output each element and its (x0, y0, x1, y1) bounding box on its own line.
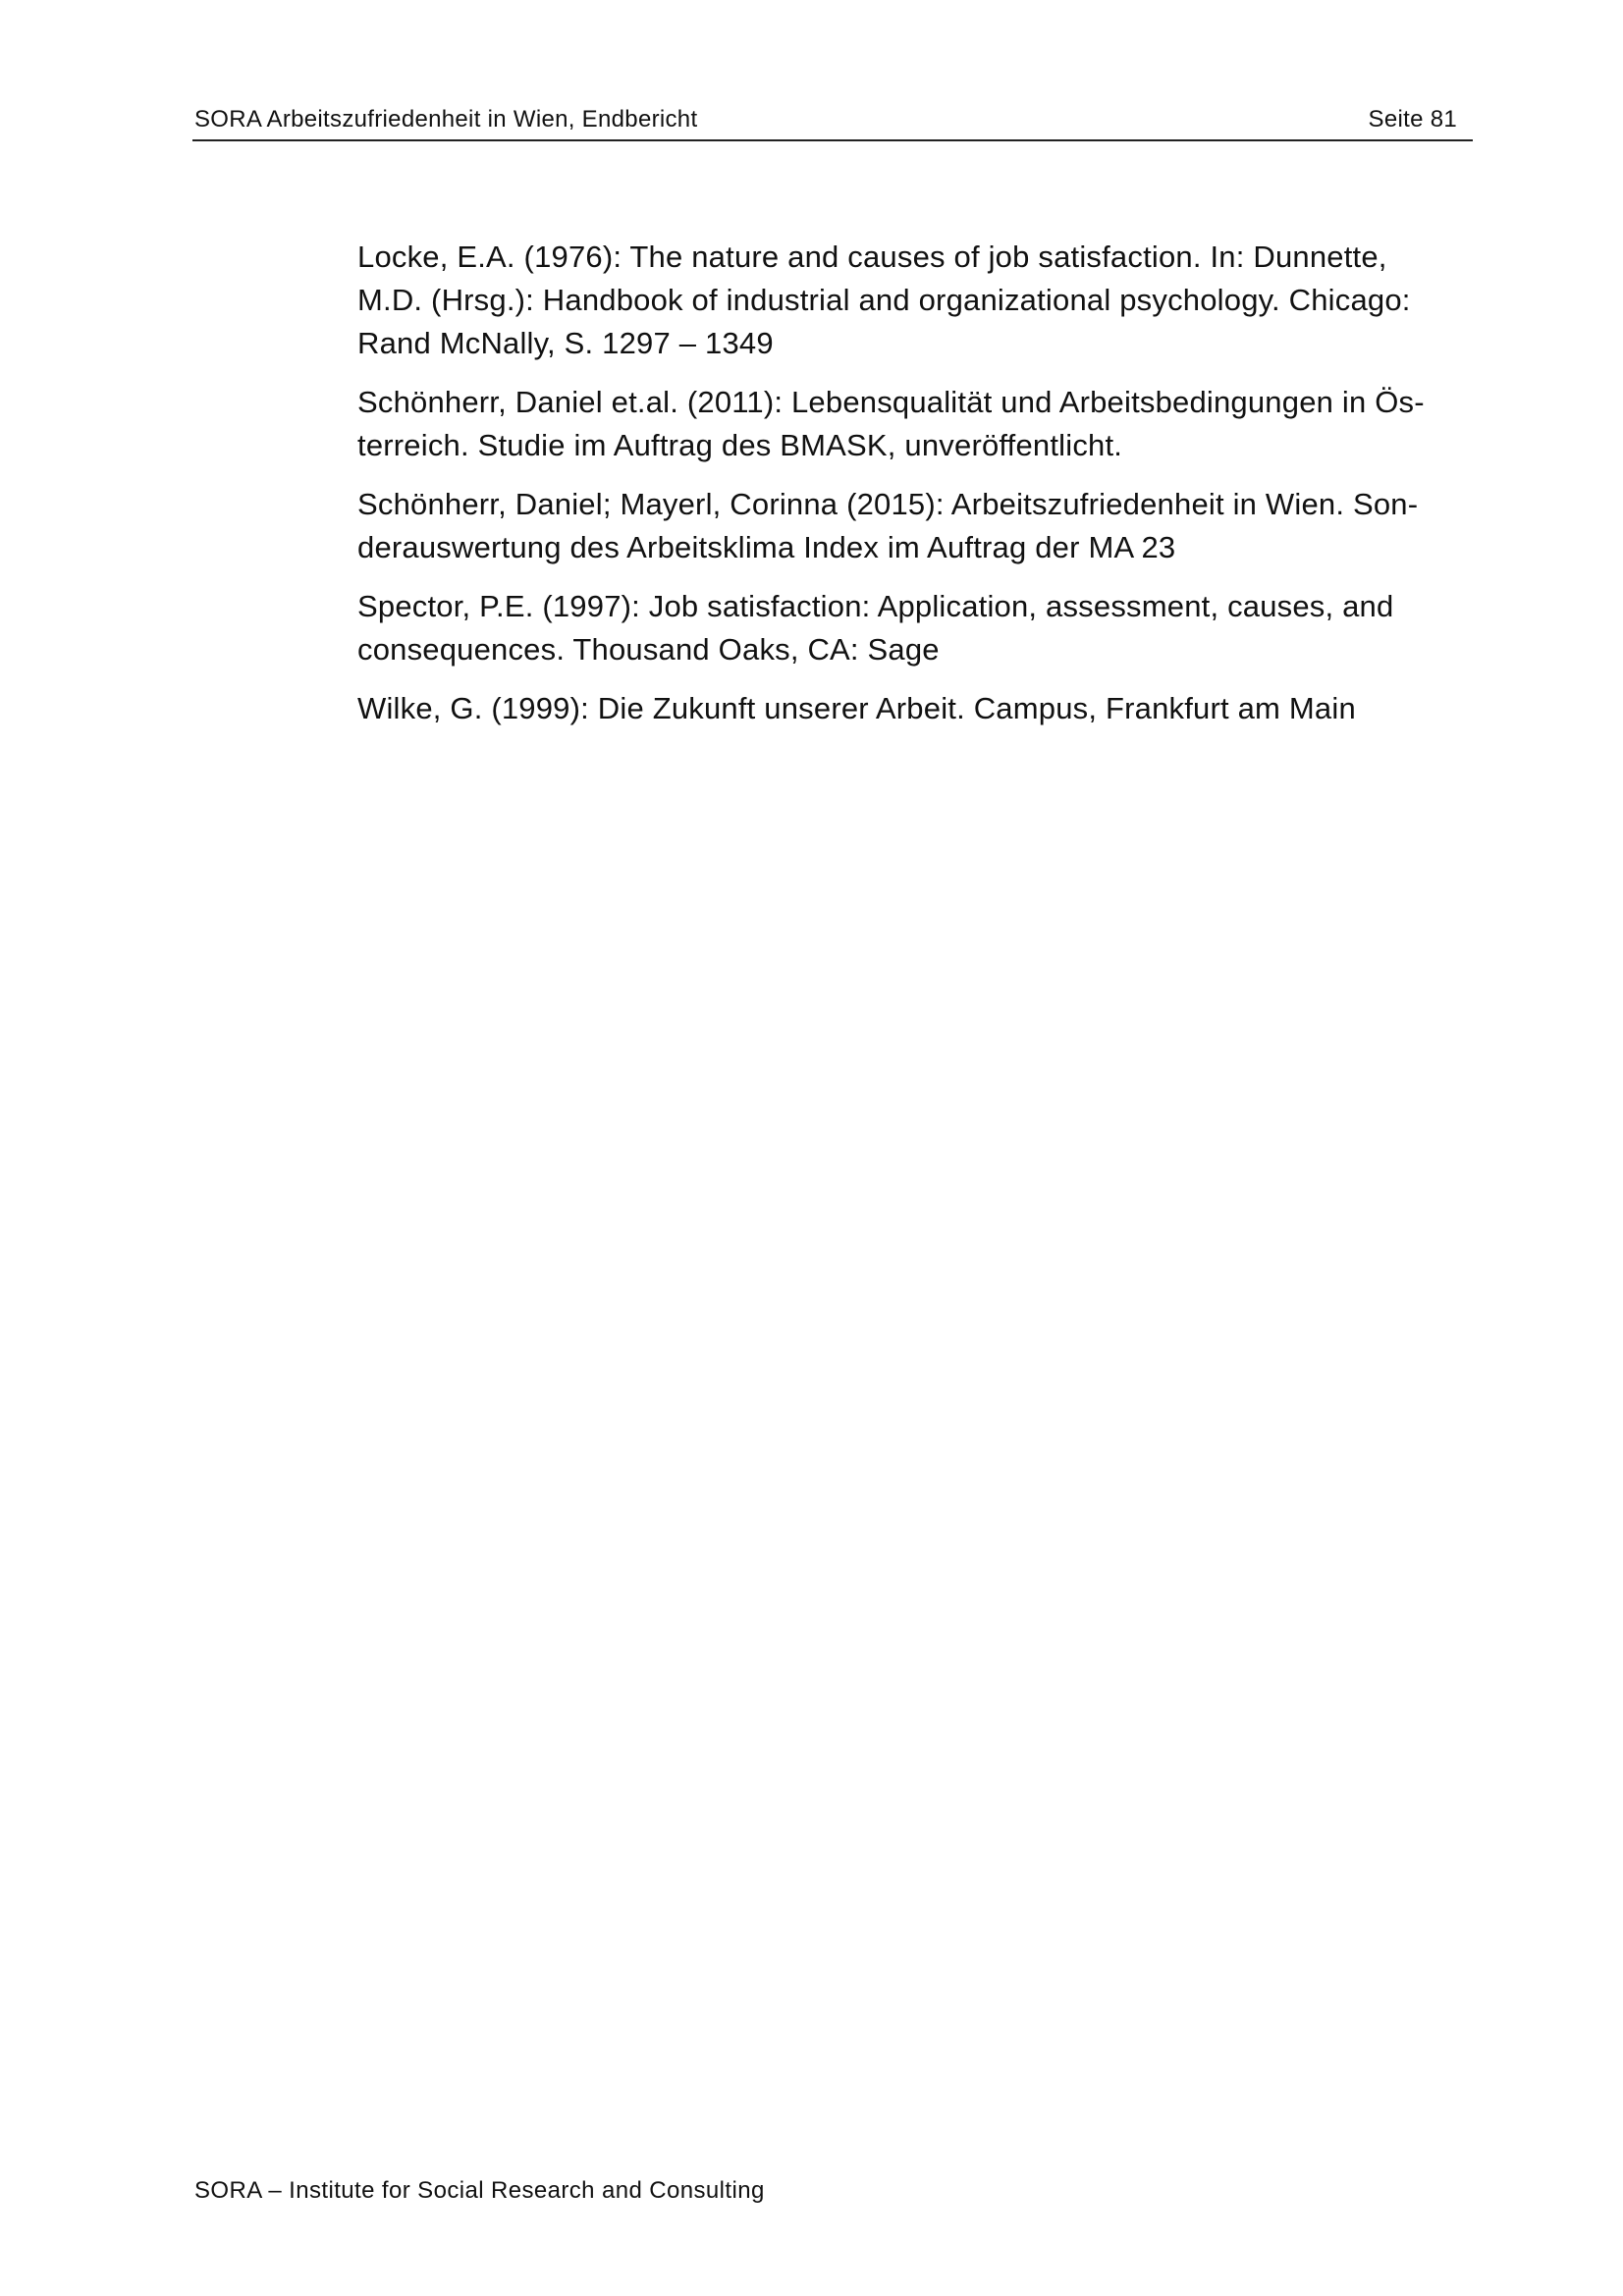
page-footer: SORA – Institute for Social Research and Consulting (194, 2177, 765, 2204)
reference-line: Wilke, G. (1999): Die Zukunft unserer Arbeit. Campus, Frankfurt am Main (357, 691, 1356, 725)
page-header (192, 102, 1473, 141)
reference-line: consequences. Thousand Oaks, CA: Sage (357, 632, 940, 667)
reference-list (357, 236, 1477, 746)
reference-line: Rand McNally, S. 1297 – 1349 (357, 326, 774, 360)
reference-entry-schoenherr-2015 (357, 483, 1477, 569)
reference-line: Schönherr, Daniel et.al. (2011): Lebensqualität und Arbeitsbedingungen in Ös- (357, 385, 1425, 419)
reference-line: derauswertung des Arbeitsklima Index im Auftrag der MA 23 (357, 530, 1176, 564)
page-number: Seite 81 (1368, 106, 1457, 133)
reference-line: Schönherr, Daniel; Mayerl, Corinna (2015): Arbeitszufriedenheit in Wien. Son- (357, 487, 1419, 521)
reference-entry-wilke (357, 687, 1477, 730)
reference-line: M.D. (Hrsg.): Handbook of industrial and organizational psychology. Chicago: (357, 283, 1411, 317)
reference-entry-locke (357, 236, 1477, 365)
reference-line: terreich. Studie im Auftrag des BMASK, unveröffentlicht. (357, 428, 1123, 462)
reference-entry-schoenherr-2011 (357, 381, 1477, 467)
reference-line: Locke, E.A. (1976): The nature and causes of job satisfaction. In: Dunnette, (357, 240, 1387, 274)
running-title: SORA Arbeitszufriedenheit in Wien, Endbericht (194, 106, 698, 133)
reference-entry-spector (357, 585, 1477, 671)
reference-line: Spector, P.E. (1997): Job satisfaction: Application, assessment, causes, and (357, 589, 1394, 623)
